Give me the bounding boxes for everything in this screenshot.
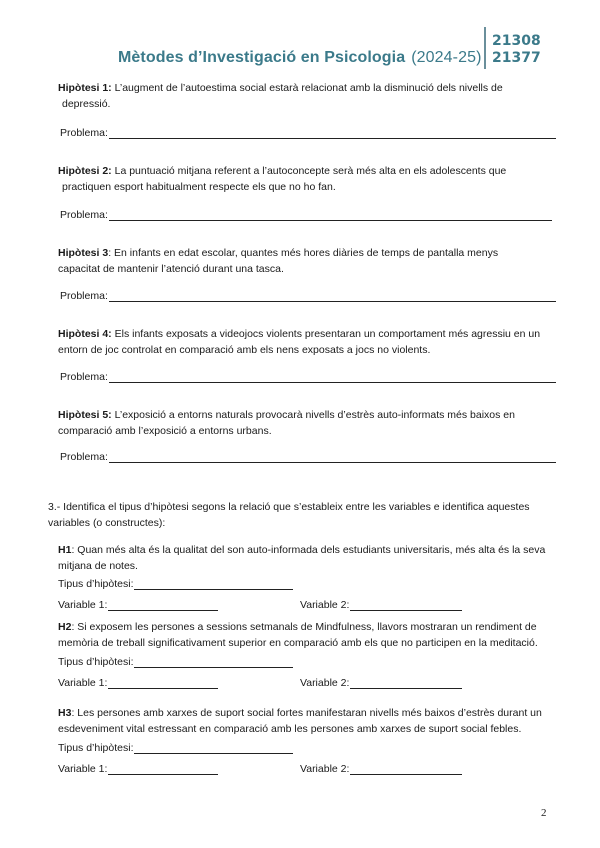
- hypothesis-5-text-line1: L’exposició a entorns naturals provocarà nivells d’estrès auto-informats més baixos en: [111, 409, 515, 421]
- problema-field-1[interactable]: [60, 127, 556, 139]
- page-number: 2: [541, 807, 547, 819]
- hypothesis-3-text-line1: : En infants en edat escolar, quantes més hores diàries de temps de pantalla menys: [108, 247, 499, 259]
- h3-variable2-field[interactable]: [300, 763, 462, 775]
- variable2-label: Variable 2:: [300, 677, 350, 689]
- h2-tipus-field[interactable]: [58, 656, 293, 668]
- problema-label: Problema:: [60, 290, 108, 302]
- h1-variable1-field[interactable]: [58, 599, 218, 611]
- course-code-2: 21377: [492, 50, 541, 66]
- answer-line[interactable]: [108, 678, 218, 689]
- hypothesis-2-label: Hipòtesi 2:: [58, 165, 112, 177]
- answer-line[interactable]: [134, 579, 293, 590]
- answer-line[interactable]: [350, 600, 462, 611]
- header-divider: [484, 27, 486, 69]
- h3-text-line2: esdeveniment vital estressant en comparació amb les persones amb xarxes de suport social febles.: [58, 722, 522, 735]
- h3-tipus-field[interactable]: [58, 742, 293, 754]
- h3-variable1-field[interactable]: [58, 763, 218, 775]
- h3-label: H3: [58, 707, 72, 719]
- h3-statement: [58, 706, 558, 737]
- answer-line[interactable]: [109, 210, 552, 221]
- answer-line[interactable]: [109, 452, 556, 463]
- h1-label: H1: [58, 544, 72, 556]
- problema-label: Problema:: [60, 127, 108, 139]
- h1-text-line1: : Quan més alta és la qualitat del son auto-informada dels estudiants universitaris, més alta és la seva: [71, 544, 546, 556]
- section-3-line2: variables (o constructes):: [48, 516, 166, 529]
- answer-line[interactable]: [350, 764, 462, 775]
- problema-label: Problema:: [60, 209, 108, 221]
- hypothesis-1-text-line1: L’augment de l’autoestima social estarà relacionat amb la disminució dels nivells de: [111, 82, 503, 94]
- hypothesis-1-label: Hipòtesi 1:: [58, 82, 112, 94]
- h2-text-line2: memòria de treball significativament superior en comparació amb els que no participen en la meditació.: [58, 636, 538, 649]
- variable1-label: Variable 1:: [58, 677, 108, 689]
- variable1-label: Variable 1:: [58, 763, 108, 775]
- problema-label: Problema:: [60, 371, 108, 383]
- h1-tipus-field[interactable]: [58, 578, 293, 590]
- course-code-1: 21308: [492, 33, 541, 49]
- problema-label: Problema:: [60, 451, 108, 463]
- answer-line[interactable]: [108, 600, 218, 611]
- hypothesis-1: [58, 81, 558, 112]
- section-3-line1: 3.- Identifica el tipus d’hipòtesi segons la relació que s’estableix entre les variables e identifica aquestes: [48, 501, 530, 513]
- answer-line[interactable]: [108, 764, 218, 775]
- course-title: Mètodes d’Investigació en Psicologia: [118, 49, 406, 66]
- hypothesis-4-label: Hipòtesi 4:: [58, 328, 112, 340]
- hypothesis-2-text-line1: La puntuació mitjana referent a l’autoconcepte serà més alta en els adolescents que: [111, 165, 507, 177]
- problema-field-3[interactable]: [60, 290, 556, 302]
- problema-field-4[interactable]: [60, 371, 556, 383]
- h1-text-line2: mitjana de notes.: [58, 559, 138, 572]
- answer-line[interactable]: [134, 657, 293, 668]
- answer-line[interactable]: [350, 678, 462, 689]
- h3-text-line1: : Les persones amb xarxes de suport social fortes manifestaran nivells més baixos d’estrès durant un: [71, 707, 542, 719]
- answer-line[interactable]: [109, 372, 556, 383]
- hypothesis-5-label: Hipòtesi 5:: [58, 409, 112, 421]
- course-year: (2024-25): [411, 49, 482, 66]
- tipus-label: Tipus d’hipòtesi:: [58, 742, 134, 754]
- problema-field-5[interactable]: [60, 451, 556, 463]
- variable1-label: Variable 1:: [58, 599, 108, 611]
- section-3-instructions: [48, 500, 558, 531]
- h1-variable2-field[interactable]: [300, 599, 462, 611]
- tipus-label: Tipus d’hipòtesi:: [58, 578, 134, 590]
- hypothesis-4-text-line1: Els infants exposats a videojocs violents presentaran un comportament més agressiu en un: [111, 328, 541, 340]
- hypothesis-3-text-line2: capacitat de mantenir l’atenció durant una tasca.: [58, 262, 284, 275]
- variable2-label: Variable 2:: [300, 763, 350, 775]
- hypothesis-1-text-line2: depressió.: [62, 97, 111, 110]
- hypothesis-3-label: Hipòtesi 3: [58, 247, 109, 259]
- hypothesis-5-text-line2: comparació amb l’exposició a entorns urbans.: [58, 424, 272, 437]
- variable2-label: Variable 2:: [300, 599, 350, 611]
- h1-statement: [58, 543, 558, 574]
- answer-line[interactable]: [109, 128, 556, 139]
- page-header-title: [118, 49, 482, 67]
- h2-label: H2: [58, 621, 72, 633]
- answer-line[interactable]: [134, 743, 293, 754]
- hypothesis-3: [58, 246, 558, 277]
- hypothesis-2-text-line2: practiquen esport habitualment respecte els que no ho fan.: [62, 180, 336, 193]
- h2-variable1-field[interactable]: [58, 677, 218, 689]
- h2-variable2-field[interactable]: [300, 677, 462, 689]
- hypothesis-4-text-line2: entorn de joc controlat en comparació amb els nens exposats a jocs no violents.: [58, 343, 431, 356]
- hypothesis-2: [58, 164, 558, 195]
- problema-field-2[interactable]: [60, 209, 552, 221]
- h2-text-line1: : Si exposem les persones a sessions setmanals de Mindfulness, llavors mostraran un rendiment de: [71, 621, 537, 633]
- hypothesis-5: [58, 408, 558, 439]
- h2-statement: [58, 620, 558, 651]
- answer-line[interactable]: [109, 291, 556, 302]
- tipus-label: Tipus d’hipòtesi:: [58, 656, 134, 668]
- hypothesis-4: [58, 327, 558, 358]
